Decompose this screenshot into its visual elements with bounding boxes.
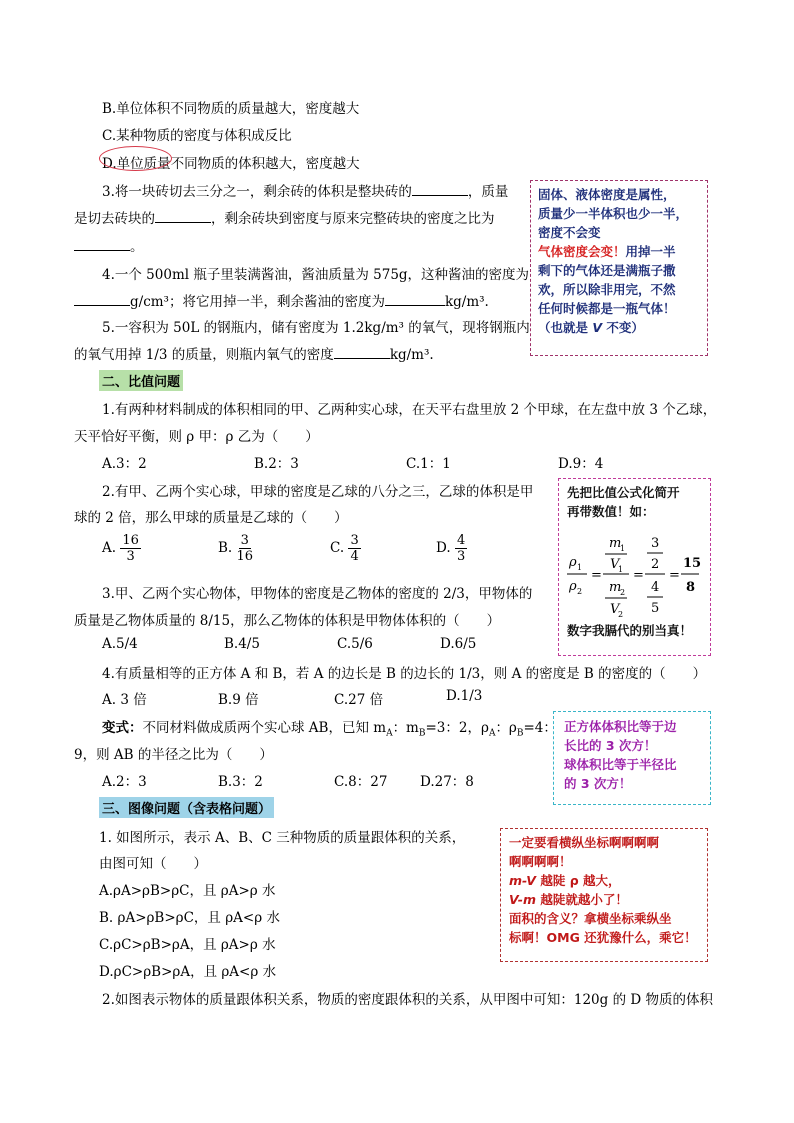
note3-line: 正方体体积比等于边 — [564, 719, 677, 734]
q4-blank2[interactable] — [385, 291, 445, 306]
option-letter: C. — [330, 540, 345, 556]
note1-line: 任何时候都是一瓶气体！ — [538, 301, 676, 316]
s3q1-line1: 1. 如图所示，表示 A、B、C 三种物质的质量跟体积的关系， — [99, 830, 466, 846]
note-graph-axes — [500, 828, 708, 962]
variant-option-a[interactable]: A.2：3 — [102, 774, 147, 790]
s2q4-option-a[interactable]: A. 3 倍 — [102, 692, 147, 708]
numerator: 3 — [350, 533, 359, 548]
s3q1-option-b[interactable]: B. ρA>ρB>ρC，且 ρA<ρ 水 — [99, 910, 280, 926]
svg-text:=: = — [633, 568, 644, 583]
s2q2-line2: 球的 2 倍，那么甲球的质量是乙球的（ ） — [74, 510, 348, 526]
circle-annotation — [99, 146, 172, 171]
note1-text: 不变） — [602, 320, 644, 335]
note2-line: 先把比值公式化简开 — [567, 485, 680, 500]
s2q1-option-d[interactable]: D.9：4 — [558, 456, 604, 472]
note4-line: 标啊！OMG 还犹豫什么，乘它！ — [509, 930, 697, 945]
variant-label: 变式： — [102, 720, 143, 736]
s3q1-line2: 由图可知（ ） — [99, 856, 207, 872]
s2q4-option-c[interactable]: C.27 倍 — [334, 692, 384, 708]
formula-result-den: 8 — [686, 580, 696, 595]
denominator: 3 — [456, 549, 466, 564]
variant-text: =3：2，ρ — [425, 720, 489, 736]
q3-line2 — [74, 207, 495, 227]
q4-line1: 4.一个 500ml 瓶子里装满酱油，酱油质量为 575g，这种酱油的密度为 — [102, 267, 530, 283]
q2-option-d-circled: D.单位质量 — [102, 156, 171, 172]
variant-option-d[interactable]: D.27：8 — [420, 774, 474, 790]
svg-text:V: V — [610, 602, 620, 617]
note1-text: （也就是 — [538, 320, 593, 335]
section-heading-ratio: 二、比值问题 — [99, 370, 183, 391]
q3-blank3[interactable] — [74, 236, 130, 251]
variant-text: =4： — [523, 720, 557, 736]
s3q1-option-a[interactable]: A.ρA>ρB>ρC，且 ρA>ρ 水 — [99, 883, 276, 899]
fraction — [348, 533, 360, 564]
svg-text:ρ: ρ — [569, 555, 577, 570]
q3-text3: 是切去砖块的 — [74, 211, 155, 227]
q2-option-b: B.单位体积不同物质的质量越大，密度越大 — [102, 101, 360, 117]
s2q2-option-c[interactable] — [330, 533, 361, 564]
option-letter: D. — [436, 540, 451, 556]
denominator: 16 — [236, 549, 254, 564]
s2q3-option-b[interactable]: B.4/5 — [224, 636, 260, 652]
s2q1-option-c[interactable]: C.1：1 — [406, 456, 451, 472]
note-volume-ratio — [553, 711, 711, 805]
q3-line3 — [74, 235, 144, 255]
q3-text5: 。 — [130, 239, 144, 255]
q3-text: 3.将一块砖切去三分之一，剩余砖的体积是整块砖的 — [102, 184, 412, 200]
note1-line: 密度不会变 — [538, 225, 601, 240]
q4-line2 — [74, 290, 489, 310]
numerator: 4 — [456, 533, 466, 548]
note4-text: 越陡就越小了！ — [535, 892, 628, 907]
s2q2-option-d[interactable] — [436, 533, 467, 564]
note3-line: 的 3 次方！ — [564, 776, 632, 791]
q3-text4: ，剩余砖块到密度与原来完整砖块的密度之比为 — [211, 211, 495, 227]
note4-line — [509, 890, 699, 909]
option-letter: A. — [102, 540, 117, 556]
note1-text: 用掉一半 — [625, 244, 676, 259]
s3q1-option-c[interactable]: C.ρC>ρB>ρA，且 ρA>ρ 水 — [99, 937, 276, 953]
note4-line: 啊啊啊啊！ — [509, 854, 572, 869]
note4-var: V-m — [509, 892, 536, 907]
note4-line: 一定要看横纵坐标啊啊啊啊 — [509, 835, 660, 850]
s2q1-line2: 天平恰好平衡，则 ρ 甲：ρ 乙为（ ） — [74, 429, 319, 445]
subscript: B — [516, 728, 524, 739]
variant-text: ：m — [392, 720, 419, 736]
variant-text: ：ρ — [495, 720, 517, 736]
q4-text3: kg/m³. — [444, 294, 489, 310]
note-density-property — [530, 180, 708, 356]
note1-var: V — [592, 320, 603, 335]
svg-text:4: 4 — [651, 580, 660, 595]
s2q4-option-b[interactable]: B.9 倍 — [218, 692, 259, 708]
variant-line1 — [102, 716, 557, 739]
note3-line: 球体积比等于半径比 — [564, 757, 677, 772]
ratio-formula — [565, 523, 701, 619]
q3-line1 — [102, 180, 508, 200]
note1-line: 固体、液体密度是属性， — [538, 187, 676, 202]
svg-text:2: 2 — [577, 587, 583, 596]
s2q4-option-d[interactable]: D.1/3 — [446, 688, 483, 704]
variant-text: 不同材料做成质两个实心球 AB，已知 m — [142, 720, 387, 736]
q3-blank1[interactable] — [412, 181, 468, 196]
note4-line — [509, 871, 699, 890]
svg-text:m: m — [609, 580, 622, 595]
s2q3-line2: 质量是乙物体质量的 8/15，那么乙物体的体积是甲物体体积的（ ） — [74, 613, 501, 629]
svg-text:2: 2 — [620, 588, 626, 597]
note4-var: m-V — [509, 873, 536, 888]
q2-option-d-rest: 不同物质的体积越大，密度越大 — [170, 156, 360, 172]
denominator: 3 — [126, 549, 135, 564]
note1-line: 欢，所以除非用完，不然 — [538, 282, 676, 297]
denominator: 4 — [350, 549, 359, 564]
subscript: B — [418, 728, 426, 739]
q5-blank[interactable] — [334, 344, 390, 359]
note-ratio-formula — [558, 478, 711, 656]
svg-text:2: 2 — [618, 610, 624, 619]
section-heading-graph: 三、图像问题（含表格问题） — [99, 797, 274, 818]
s2q3-option-d[interactable]: D.6/5 — [440, 636, 477, 652]
numerator: 16 — [122, 533, 139, 548]
note1-highlight: 气体密度会变！ — [538, 244, 626, 259]
variant-line2: 9，则 AB 的半径之比为（ ） — [74, 747, 273, 763]
q4-text2: g/cm³；将它用掉一半，剩余酱油的密度为 — [130, 294, 385, 310]
s2q1-line1: 1.有两种材料制成的体积相同的甲、乙两种实心球，在天平右盘里放 2 个甲球，在左盘中放 3 个乙球， — [102, 402, 717, 418]
svg-text:2: 2 — [651, 557, 660, 572]
q3-text2: ，质量 — [467, 184, 509, 200]
fraction — [120, 533, 141, 564]
note1-line — [538, 242, 700, 261]
note1-line: 质量少一半体积也少一半， — [538, 206, 689, 221]
q5-line1: 5.一容积为 50L 的钢瓶内，储有密度为 1.2kg/m³ 的氧气，现将钢瓶内 — [102, 320, 530, 336]
fraction — [455, 533, 467, 564]
q5-text3: kg/m³. — [389, 347, 434, 363]
option-letter: B. — [218, 540, 233, 556]
s2q2-option-a[interactable] — [102, 533, 141, 564]
subscript: A — [386, 728, 393, 739]
s2q3-option-a[interactable]: A.5/4 — [102, 636, 138, 652]
svg-text:1: 1 — [618, 565, 624, 574]
s2q4-line1: 4.有质量相等的正方体 A 和 B，若 A 的边长是 B 的边长的 1/3，则 A 的密度是 B 的密度的（ ） — [102, 666, 707, 682]
q4-blank1[interactable] — [74, 291, 130, 306]
svg-text:3: 3 — [651, 536, 660, 551]
fraction — [237, 533, 254, 564]
variant-option-b[interactable]: B.3：2 — [218, 774, 263, 790]
note3-line: 长比的 3 次方！ — [564, 738, 657, 753]
svg-text:5: 5 — [651, 601, 660, 616]
svg-text:ρ: ρ — [569, 579, 577, 594]
numerator: 3 — [240, 533, 249, 548]
s3q1-option-d[interactable]: D.ρC>ρB>ρA，且 ρA<ρ 水 — [99, 964, 277, 980]
variant-option-c[interactable]: C.8：27 — [334, 774, 388, 790]
s2q2-line1: 2.有甲、乙两个实心球，甲球的密度是乙球的八分之三，乙球的体积是甲 — [102, 484, 534, 500]
q5-text2: 的氧气用掉 1/3 的质量，则瓶内氧气的密度 — [74, 347, 334, 363]
note4-text: 越陡 ρ 越大， — [535, 873, 621, 888]
svg-text:=: = — [591, 568, 602, 583]
svg-text:m: m — [609, 536, 622, 551]
q2-option-c: C.某种物质的密度与体积成反比 — [102, 128, 292, 144]
subscript: A — [488, 728, 496, 739]
s2q3-line1: 3.甲、乙两个实心物体，甲物体的密度是乙物体的密度的 2/3，甲物体的 — [102, 586, 533, 602]
q5-line2 — [74, 343, 434, 363]
s2q3-option-c[interactable]: C.5/6 — [337, 636, 373, 652]
s2q1-option-a[interactable]: A.3：2 — [102, 456, 147, 472]
s2q1-option-b[interactable]: B.2：3 — [254, 456, 299, 472]
formula-result-num: 15 — [683, 556, 701, 571]
svg-text:1: 1 — [577, 563, 583, 572]
note2-line: 再带数值！如： — [567, 504, 655, 519]
note1-line: 剩下的气体还是满瓶子撒 — [538, 263, 676, 278]
note4-line: 面积的含义？拿横坐标乘纵坐 — [509, 911, 672, 926]
s3q2-line1: 2.如图表示物体的质量跟体积关系，物质的密度跟体积的关系，从甲图中可知：120g 的 D 物质的体积 — [102, 992, 713, 1008]
svg-text:V: V — [610, 557, 620, 572]
note2-footer: 数字我膈代的别当真！ — [567, 623, 693, 638]
svg-text:=: = — [669, 568, 680, 583]
note1-line — [538, 318, 700, 337]
q3-blank2[interactable] — [155, 208, 211, 223]
svg-text:1: 1 — [620, 544, 626, 553]
s2q2-option-b[interactable] — [218, 533, 253, 564]
